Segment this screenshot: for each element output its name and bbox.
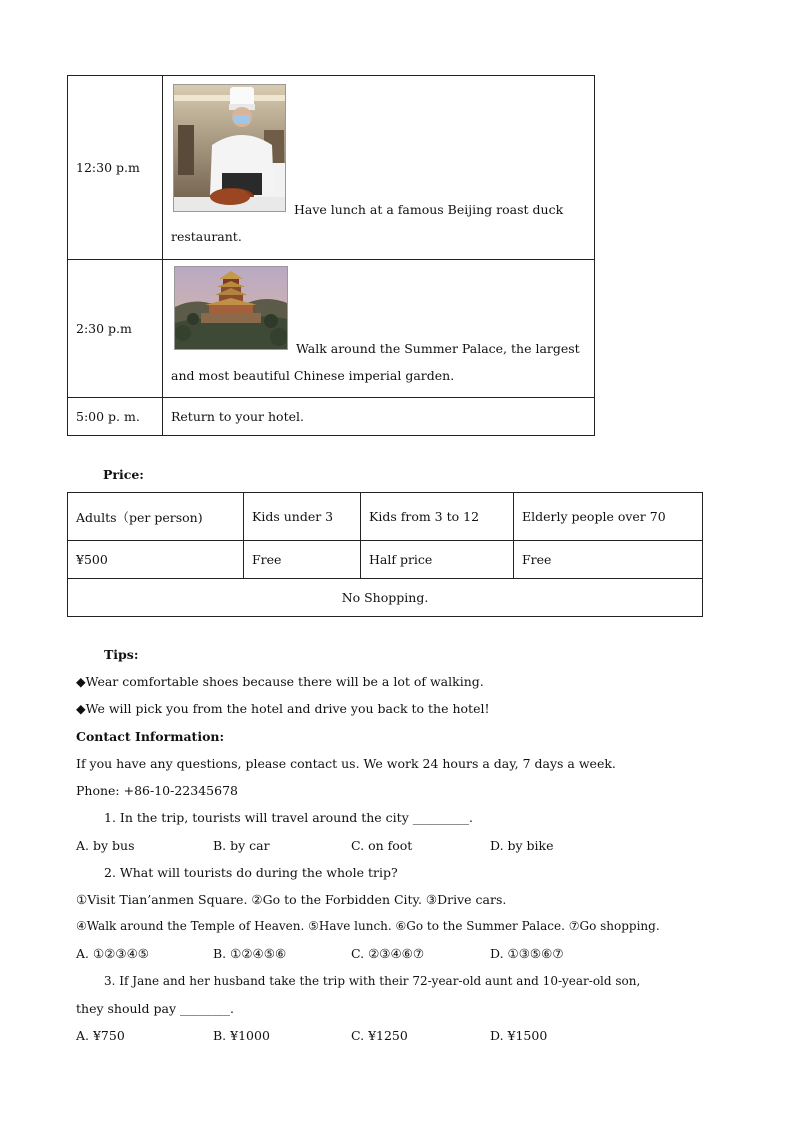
question-option: B. ¥1000 [213,1028,270,1043]
itinerary-table [67,75,595,436]
price-value-cell: Half price [361,541,514,579]
itinerary-activity: Return to your hotel. [163,398,595,436]
price-heading: Price: [103,467,144,482]
itinerary-row [68,260,595,398]
itinerary-row [68,76,595,260]
contact-phone: Phone: +86-10-22345678 [76,783,238,798]
question-choice-line: ④Walk around the Temple of Heaven. ⑤Have lunch. ⑥Go to the Summer Palace. ⑦Go shopping. [76,919,660,933]
tip-item: ◆Wear comfortable shoes because there will be a lot of walking. [76,674,484,689]
itinerary-time: 5:00 p. m. [68,398,163,436]
price-value-row [68,541,703,579]
question-stem: 1. In the trip, tourists will travel around the city _________. [104,810,473,825]
price-value-cell: Free [244,541,361,579]
itinerary-time: 2:30 p.m [68,260,163,398]
price-header-row [68,493,703,541]
price-value-cell: ¥500 [68,541,244,579]
tip-item: ◆We will pick you from the hotel and drive you back to the hotel! [76,701,490,716]
question-option: D. by bike [490,838,554,853]
question-option: C. on foot [351,838,413,853]
itinerary-row [68,398,595,436]
question-option: D. ¥1500 [490,1028,548,1043]
itinerary-activity [163,260,595,398]
itinerary-activity-line2: and most beautiful Chinese imperial garden. [171,368,455,383]
price-header-cell: Adults（per person) [68,493,244,541]
question-option: A. ①②③④⑤ [76,946,150,961]
itinerary-time: 12:30 p.m [68,76,163,260]
roast-duck-chef-photo [173,84,286,212]
question-option: C. ②③④⑥⑦ [351,946,425,961]
question-stem-continued: they should pay ________. [76,1001,234,1016]
itinerary-activity [163,76,595,260]
itinerary-activity-line1: Have lunch at a famous Beijing roast duck [294,202,564,217]
question-option: D. ①③⑤⑥⑦ [490,946,564,961]
question-option: B. ①②④⑤⑥ [213,946,287,961]
price-note-row [68,579,703,617]
question-stem: 2. What will tourists do during the whole trip? [104,865,398,880]
price-note: No Shopping. [68,579,703,617]
summer-palace-photo [174,266,288,350]
price-header-cell: Kids from 3 to 12 [361,493,514,541]
question-stem: 3. If Jane and her husband take the trip with their 72-year-old aunt and 10-year-old son, [104,974,641,988]
contact-heading: Contact Information: [76,729,225,744]
question-option: B. by car [213,838,270,853]
price-header-cell: Elderly people over 70 [514,493,703,541]
question-option: A. ¥750 [76,1028,125,1043]
question-option: C. ¥1250 [351,1028,408,1043]
price-header-cell: Kids under 3 [244,493,361,541]
question-option: A. by bus [76,838,135,853]
tips-heading: Tips: [104,647,139,662]
price-table [67,492,703,617]
question-choice-line: ①Visit Tian’anmen Square. ②Go to the Forbidden City. ③Drive cars. [76,892,507,907]
itinerary-activity-line1: Walk around the Summer Palace, the largest [296,341,580,356]
contact-text: If you have any questions, please contact us. We work 24 hours a day, 7 days a week. [76,756,616,771]
price-value-cell: Free [514,541,703,579]
itinerary-activity-line2: restaurant. [171,229,242,244]
